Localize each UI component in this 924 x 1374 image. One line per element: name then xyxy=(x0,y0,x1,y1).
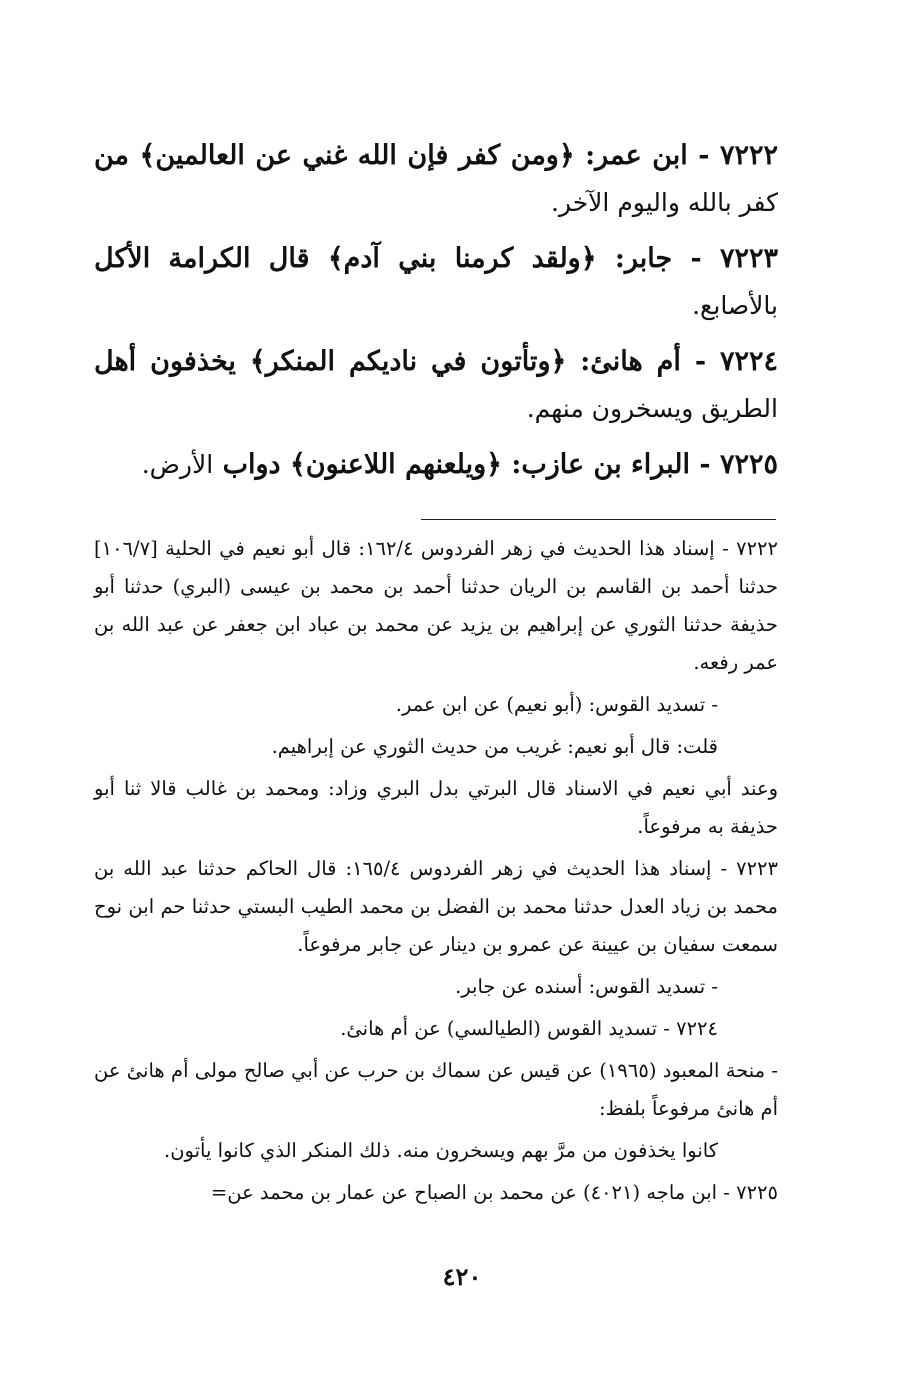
entry-continuation: كفر بالله واليوم الآخر. xyxy=(550,188,778,217)
footnotes xyxy=(94,530,778,1216)
entry-7223 xyxy=(94,235,778,329)
entry-7225 xyxy=(94,441,778,488)
footnote-paragraph: ٧٢٢٥ - ابن ماجه (٤٠٢١) عن محمد بن الصباح عن عمار بن محمد عن= xyxy=(210,1181,778,1204)
footnote-paragraph: - منحة المعبود (١٩٦٥) عن قيس عن سماك بن حرب عن أبي صالح مولى أم هانئ عن أم هانئ مرفوعاً بلفظ: xyxy=(94,1059,778,1120)
main-text xyxy=(94,132,778,497)
entry-lead: ٧٢٢٥ - البراء بن عازب: ﴿ويلعنهم اللاعنون﴾ دواب xyxy=(222,449,778,480)
entry-7224 xyxy=(94,338,778,432)
entry-7222 xyxy=(94,132,778,226)
footnote-paragraph: - تسديد القوس: (أبو نعيم) عن ابن عمر. xyxy=(395,693,718,716)
footnote-paragraph: ٧٢٢٢ - إسناد هذا الحديث في زهر الفردوس ١٦٢/٤: قال أبو نعيم في الحلية [١٠٦/٧] حدثنا أحمد بن القاسم بن الريان حدثنا أحمد بن محمد بن عيسى (البري) حدثنا أبو حذيفة حدثنا الثوري عن إبراهيم بن يزيد عن محمد بن عباد ابن جعفر عن عبد الله بن عمر رفعه. xyxy=(94,537,779,674)
entry-lead: ٧٢٢٤ - أم هانئ: ﴿وتأتون في ناديكم المنكر﴾ يخذفون أهل xyxy=(94,346,778,377)
entry-continuation: الطريق ويسخرون منهم. xyxy=(526,394,778,423)
footnote-paragraph: - تسديد القوس: أسنده عن جابر. xyxy=(455,975,718,998)
entry-continuation: الأرض. xyxy=(141,450,214,479)
footnote-paragraph: وعند أبي نعيم في الاسناد قال البرتي بدل البري وزاد: ومحمد بن غالب قالا ثنا أبو حذيفة به مرفوعاً. xyxy=(94,777,778,838)
footnote-paragraph: ٧٢٢٤ - تسديد القوس (الطيالسي) عن أم هانئ. xyxy=(340,1017,718,1040)
footnote-paragraph: قلت: قال أبو نعيم: غريب من حديث الثوري عن إبراهيم. xyxy=(271,735,718,758)
page-number: ٤٢٠ xyxy=(442,1262,482,1291)
entry-continuation: بالأصابع. xyxy=(692,291,778,320)
footnote-paragraph: ٧٢٢٣ - إسناد هذا الحديث في زهر الفردوس ١٦٥/٤: قال الحاكم حدثنا عبد الله بن محمد بن زياد العدل حدثنا محمد بن الفضل بن محمد الطيب البستي حدثنا حم ابن نوح سمعت سفيان بن عيينة عن عمرو بن دينار عن جابر مرفوعاً. xyxy=(94,857,778,956)
footnote-paragraph: كانوا يخذفون من مرَّ بهم ويسخرون منه. ذلك المنكر الذي كانوا يأتون. xyxy=(164,1139,718,1162)
footnote-divider xyxy=(421,519,776,520)
entry-lead: ٧٢٢٣ - جابر: ﴿ولقد كرمنا بني آدم﴾ قال الكرامة الأكل xyxy=(94,243,778,274)
entry-lead: ٧٢٢٢ - ابن عمر: ﴿ومن كفر فإن الله غني عن العالمين﴾ من xyxy=(94,140,778,171)
